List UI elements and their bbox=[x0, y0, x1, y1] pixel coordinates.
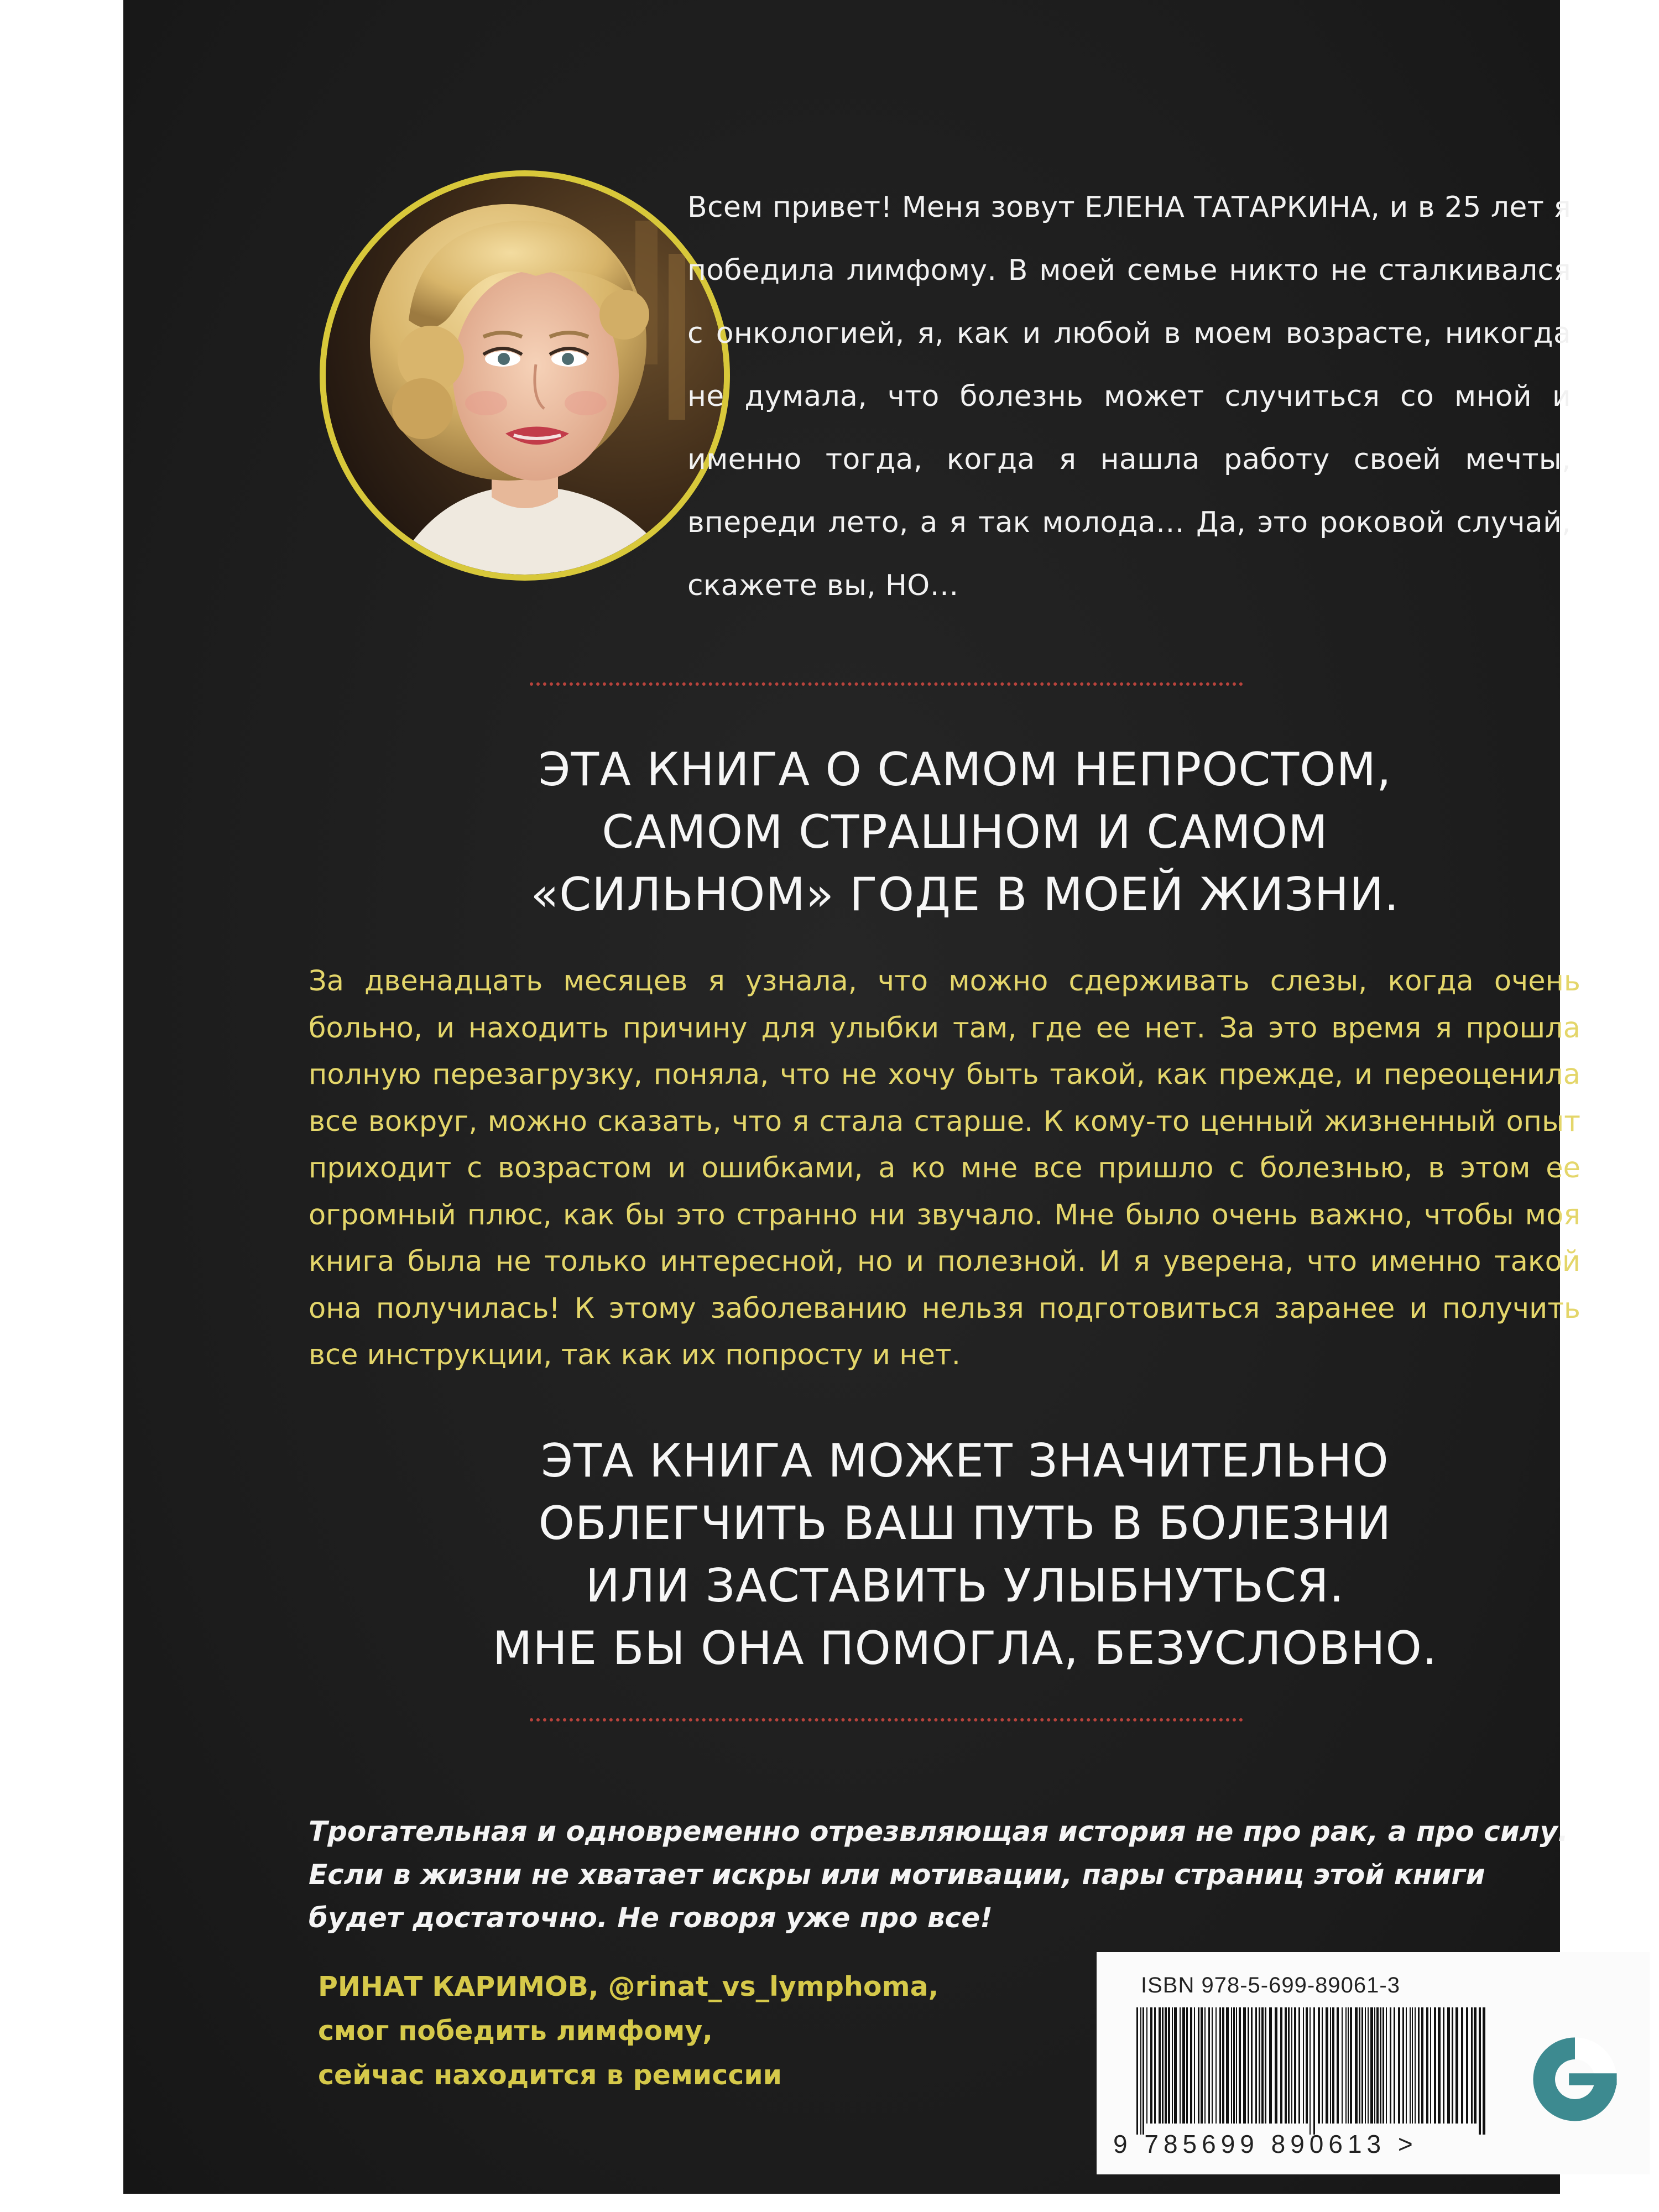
author-portrait bbox=[320, 170, 730, 581]
headline-line: ЭТА КНИГА МОЖЕТ ЗНАЧИТЕЛЬНО bbox=[541, 1434, 1389, 1488]
barcode-bar bbox=[1313, 2007, 1315, 2135]
barcode-bar bbox=[1142, 2007, 1144, 2135]
barcode-bar bbox=[1426, 2007, 1428, 2124]
barcode-bar bbox=[1452, 2007, 1453, 2124]
barcode-bar bbox=[1146, 2007, 1147, 2124]
barcode-bar bbox=[1159, 2007, 1161, 2124]
barcode-bar bbox=[1231, 2007, 1232, 2124]
headline-line: ОБЛЕГЧИТЬ ВАШ ПУТЬ В БОЛЕЗНИ bbox=[538, 1496, 1392, 1550]
barcode-bar bbox=[1198, 2007, 1199, 2124]
barcode-bar bbox=[1365, 2007, 1366, 2124]
barcode-bar bbox=[1182, 2007, 1185, 2124]
barcode-digits: 9 785699 890613 > bbox=[1113, 2130, 1418, 2158]
headline-line: ИЛИ ЗАСТАВИТЬ УЛЫБНУТЬСЯ. bbox=[585, 1559, 1345, 1613]
barcode-bar bbox=[1162, 2007, 1164, 2124]
barcode-bar bbox=[1265, 2007, 1266, 2124]
book-back-cover bbox=[123, 0, 1580, 2194]
barcode-bar bbox=[1398, 2007, 1400, 2124]
portrait-illustration bbox=[326, 176, 724, 575]
barcode-icon bbox=[1134, 2007, 1488, 2135]
author-intro-text: Всем привет! Меня зовут ЕЛЕНА ТАТАРКИНА, и в 25 лет я победила лимфому. В моей семье никто не сталкивался с онкологией, я, как и любой в моем возрасте, никогда не думала, что болезнь может случиться со мной и именно тогда, когда я нашла работу своей мечты, впереди лето, а я так молода… Да, это роковой случай, скажете вы, НО… bbox=[687, 191, 1571, 602]
barcode-bar bbox=[1269, 2007, 1272, 2124]
barcode-bar bbox=[1140, 2007, 1141, 2135]
headline-strongest-year bbox=[247, 738, 1659, 926]
barcode-bar bbox=[1298, 2007, 1300, 2124]
publisher-logo-icon bbox=[1525, 2030, 1625, 2129]
barcode-bar bbox=[1215, 2007, 1217, 2124]
barcode-bar bbox=[1150, 2007, 1152, 2124]
barcode-bar bbox=[1251, 2007, 1253, 2124]
barcode-bar bbox=[1248, 2007, 1249, 2124]
barcode-bar bbox=[1474, 2007, 1477, 2124]
dotted-divider-bottom bbox=[530, 1718, 1243, 1721]
barcode-bar bbox=[1380, 2007, 1381, 2124]
headline-line: ЭТА КНИГА О САМОМ НЕПРОСТОМ, bbox=[538, 743, 1392, 796]
barcode-bar bbox=[1219, 2007, 1221, 2124]
barcode-bar bbox=[1471, 2007, 1473, 2124]
barcode-bar bbox=[1201, 2007, 1203, 2124]
barcode-bar bbox=[1350, 2007, 1352, 2124]
barcode-bar bbox=[1455, 2007, 1458, 2124]
author-line: РИНАТ КАРИМОВ, @rinat_vs_lymphoma, bbox=[318, 1971, 939, 2002]
barcode-bar bbox=[1415, 2007, 1416, 2124]
barcode-bar bbox=[1483, 2007, 1485, 2135]
headline-line: «СИЛЬНОМ» ГОДЕ В МОЕЙ ЖИЗНИ. bbox=[530, 868, 1400, 921]
barcode-bar bbox=[1186, 2007, 1188, 2124]
barcode-bar bbox=[1402, 2007, 1404, 2124]
barcode-bar bbox=[1204, 2007, 1206, 2124]
barcode-bar bbox=[1322, 2007, 1323, 2124]
barcode-bar bbox=[1430, 2007, 1431, 2124]
barcode-bar bbox=[1443, 2007, 1444, 2124]
quote-line: Трогательная и одновременно отрезвляющая история не про рак, а про силу. bbox=[309, 1815, 1568, 1848]
barcode-bar bbox=[1461, 2007, 1463, 2124]
barcode-bar bbox=[1412, 2007, 1413, 2124]
barcode-bar bbox=[1233, 2007, 1235, 2124]
author-line: сейчас находится в ремиссии bbox=[318, 2059, 782, 2091]
barcode-bar bbox=[1136, 2007, 1138, 2135]
barcode-bar bbox=[1421, 2007, 1423, 2124]
barcode-bar bbox=[1259, 2007, 1260, 2124]
barcode-bar bbox=[1368, 2007, 1369, 2124]
quote-line: Если в жизни не хватает искры или мотивации, пары страниц этой книги bbox=[309, 1859, 1485, 1891]
barcode-bar bbox=[1390, 2007, 1391, 2124]
book-description: За двенадцать месяцев я узнала, что можно сдерживать слезы, когда очень больно, и находить причину для улыбки там, где ее нет. За это время я прошла полную перезагрузку, поняла, что не хочу быть такой, как прежде, и переоценила все вокруг, можно сказать, что я стала старше. К кому-то ценный жизненный опыт приходит с возрастом и ошибками, а ко мне все пришло с болезнью, в этом ее огромный плюс, как бы это странно ни звучало. Мне было очень важно, чтобы моя книга была не только интересной, но и полезной. И я уверена, что именно такой она получилась! К этому заболеванию нельзя подготовиться заранее и получить все инструкции, так как их попросту и нет. bbox=[309, 965, 1580, 1371]
barcode-bar bbox=[1236, 2007, 1237, 2124]
barcode-bar bbox=[1310, 2007, 1311, 2135]
isbn-label: ISBN 978-5-699-89061-3 bbox=[1141, 1973, 1400, 1997]
barcode-bar bbox=[1285, 2007, 1287, 2124]
barcode-bar bbox=[1434, 2007, 1436, 2124]
quote-line: будет достаточно. Не говоря уже про все! bbox=[309, 1902, 993, 1934]
barcode-bar bbox=[1275, 2007, 1277, 2124]
barcode-bar bbox=[1466, 2007, 1468, 2124]
isbn-barcode-panel bbox=[1097, 1952, 1650, 2174]
barcode-bar bbox=[1386, 2007, 1387, 2124]
barcode-bar bbox=[1255, 2007, 1257, 2124]
barcode-bar bbox=[1174, 2007, 1177, 2124]
barcode-bar bbox=[1376, 2007, 1379, 2124]
barcode-bar bbox=[1168, 2007, 1170, 2124]
barcode-bar bbox=[1370, 2007, 1373, 2124]
barcode-bar bbox=[1154, 2007, 1156, 2124]
barcode-bar bbox=[1361, 2007, 1363, 2124]
barcode-bar bbox=[1243, 2007, 1246, 2124]
barcode-bar bbox=[1261, 2007, 1264, 2124]
barcode-bar bbox=[1418, 2007, 1420, 2124]
barcode-bar bbox=[1194, 2007, 1195, 2124]
barcode-bar bbox=[1180, 2007, 1181, 2124]
headline-book-may-help bbox=[247, 1430, 1659, 1679]
barcode-bar bbox=[1330, 2007, 1331, 2124]
barcode-bar bbox=[1291, 2007, 1292, 2124]
barcode-bar bbox=[1348, 2007, 1349, 2124]
barcode-bar bbox=[1306, 2007, 1308, 2124]
author-line: смог победить лимфому, bbox=[318, 2015, 713, 2047]
barcode-bar bbox=[1447, 2007, 1450, 2124]
barcode-bar bbox=[1208, 2007, 1210, 2124]
barcode-bar bbox=[1190, 2007, 1192, 2124]
barcode-bar bbox=[1303, 2007, 1304, 2124]
barcode-bar bbox=[1374, 2007, 1375, 2124]
barcode-bar bbox=[1345, 2007, 1347, 2124]
headline-line: САМОМ СТРАШНОМ И САМОМ bbox=[602, 805, 1328, 859]
dotted-divider-top bbox=[530, 682, 1243, 686]
barcode-bar bbox=[1326, 2007, 1328, 2124]
barcode-bar bbox=[1239, 2007, 1241, 2124]
barcode-bar bbox=[1332, 2007, 1334, 2124]
barcode-bar bbox=[1479, 2007, 1481, 2135]
barcode-bar bbox=[1337, 2007, 1339, 2124]
review-quote bbox=[309, 1810, 1575, 1939]
barcode-bar bbox=[1410, 2007, 1411, 2124]
barcode-bar bbox=[1165, 2007, 1167, 2124]
barcode-bar bbox=[1342, 2007, 1343, 2124]
barcode-bar bbox=[1288, 2007, 1290, 2124]
barcode-bar bbox=[1438, 2007, 1441, 2124]
barcode-bar bbox=[1222, 2007, 1224, 2124]
barcode-bar bbox=[1280, 2007, 1282, 2124]
barcode-bar bbox=[1172, 2007, 1173, 2124]
barcode-bar bbox=[1318, 2007, 1320, 2124]
barcode-bar bbox=[1355, 2007, 1358, 2124]
barcode-bar bbox=[1359, 2007, 1360, 2124]
barcode-bar bbox=[1394, 2007, 1395, 2124]
barcode-bar bbox=[1226, 2007, 1229, 2124]
barcode-bar bbox=[1406, 2007, 1407, 2124]
review-author bbox=[318, 1965, 1081, 2098]
headline-line: МНЕ БЫ ОНА ПОМОГЛА, БЕЗУСЛОВНО. bbox=[492, 1621, 1438, 1675]
barcode-bar bbox=[1294, 2007, 1296, 2124]
barcode-bar bbox=[1383, 2007, 1384, 2124]
barcode-bar bbox=[1212, 2007, 1213, 2124]
